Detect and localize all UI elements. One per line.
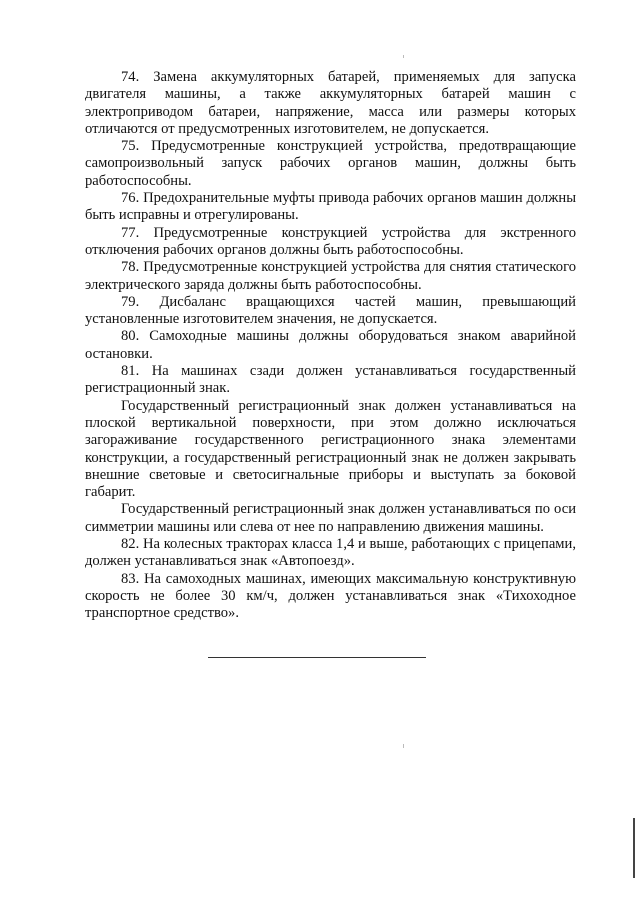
clause-77: 77. Предусмотренные конструкцией устройства для экстренного отключения рабочих органов должны быть работоспособны. [85,224,576,258]
scan-edge-mark [633,818,635,878]
clause-81-paragraph-2: Государственный регистрационный знак должен устанавливаться на плоской вертикальной поверхности, при этом должно исключаться загораживание государственного регистрационного знака элементами конструкции, а государственный регистрационный знак не должен закрывать внешние световые и светосигнальные приборы и выступать за боковой габарит. [85,397,576,501]
scan-speck [403,744,404,748]
clause-80: 80. Самоходные машины должны оборудоваться знаком аварийной остановки. [85,328,576,362]
clause-83: 83. На самоходных машинах, имеющих максимальную конструктивную скорость не более 30 км/ч, должен устанавливаться знак «Тихоходное транспортное средство». [85,570,576,622]
clause-82: 82. На колесных тракторах класса 1,4 и выше, работающих с прицепами, должен устанавливаться знак «Автопоезд». [85,536,576,570]
closing-rule [208,657,426,658]
clause-79: 79. Дисбаланс вращающихся частей машин, превышающий установленные изготовителем значения, не допускается. [85,293,576,328]
clause-78: 78. Предусмотренные конструкцией устройства для снятия статического электрического заряда должны быть работоспособны. [85,259,576,293]
clause-81-paragraph-3: Государственный регистрационный знак должен устанавливаться по оси симметрии машины или слева от нее по направлению движения машины. [85,501,576,535]
document-body [85,69,576,623]
scan-speck [403,55,404,58]
clause-81: 81. На машинах сзади должен устанавливаться государственный регистрационный знак. [85,363,576,397]
clause-75: 75. Предусмотренные конструкцией устройства, предотвращающие самопроизвольный запуск рабочих органов машин, должны быть работоспособны. [85,138,576,189]
clause-74: 74. Замена аккумуляторных батарей, применяемых для запуска двигателя машины, а также аккумуляторных батарей машин с электроприводом батареи, напряжение, масса или размеры которых отличаются от предусмотренных изготовителем, не допускается. [85,69,576,137]
clause-76: 76. Предохранительные муфты привода рабочих органов машин должны быть исправны и отрегулированы. [85,190,576,224]
